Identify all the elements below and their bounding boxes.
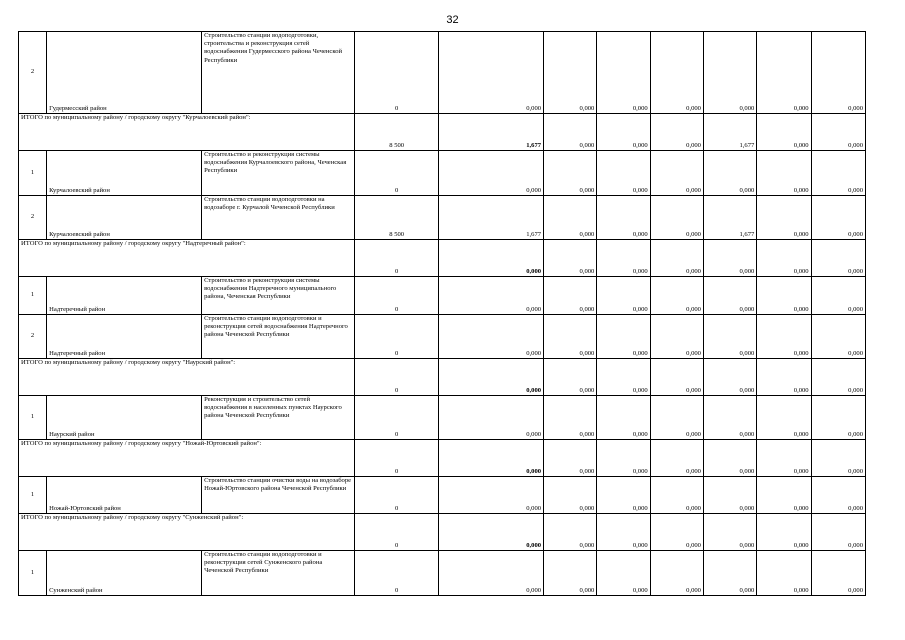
project-name: Строительство станции очистки воды на водозаборе Ножай-Юртовского района Чеченской Республики (202, 477, 355, 514)
total-label: ИТОГО по муниципальному району / городскому округу "Курчалоевский район": (19, 114, 355, 151)
value-cell: 0 (354, 32, 438, 114)
value-cell: 0,000 (703, 151, 756, 196)
district-name: Надтеречный район (47, 315, 202, 359)
value-cell: 0,000 (597, 196, 650, 240)
value-cell: 0,000 (544, 196, 597, 240)
value-cell: 0,000 (811, 240, 865, 277)
value-cell: 0,000 (757, 514, 811, 551)
project-name: Строительство станции водоподготовки и реконструкция сетей водоснабжения Надтеречного района Чеченской Республики (202, 315, 355, 359)
project-name: Реконструкция и строительство сетей водоснабжения в населенных пунктах Наурского района Чеченской Республики (202, 396, 355, 440)
value-cell: 0,000 (544, 32, 597, 114)
row-number: 2 (19, 196, 47, 240)
value-cell: 0,000 (597, 315, 650, 359)
value-cell: 0,000 (439, 551, 544, 596)
value-cell: 0 (354, 315, 438, 359)
value-cell: 0,000 (757, 315, 811, 359)
district-name: Сунженский район (47, 551, 202, 596)
value-cell: 0,000 (757, 396, 811, 440)
value-cell: 0,000 (757, 32, 811, 114)
value-cell: 0 (354, 240, 438, 277)
value-cell: 0,000 (439, 359, 544, 396)
value-cell: 0 (354, 359, 438, 396)
row-number: 1 (19, 277, 47, 315)
value-cell: 0,000 (650, 240, 703, 277)
value-cell: 0,000 (650, 359, 703, 396)
value-cell: 0,000 (439, 32, 544, 114)
value-cell: 0,000 (811, 551, 865, 596)
total-label: ИТОГО по муниципальному району / городскому округу "Наурский район": (19, 359, 355, 396)
value-cell: 0,000 (544, 396, 597, 440)
value-cell: 0,000 (703, 440, 756, 477)
value-cell: 0,000 (650, 114, 703, 151)
water-supply-table (18, 31, 866, 596)
value-cell: 0,000 (544, 477, 597, 514)
value-cell: 0,000 (439, 396, 544, 440)
value-cell: 0,000 (650, 151, 703, 196)
value-cell: 0,000 (811, 514, 865, 551)
value-cell: 0,000 (757, 114, 811, 151)
value-cell: 0,000 (439, 440, 544, 477)
table-row (19, 277, 866, 315)
row-number: 1 (19, 396, 47, 440)
value-cell: 0,000 (811, 151, 865, 196)
value-cell: 0,000 (597, 151, 650, 196)
value-cell: 0,000 (544, 551, 597, 596)
value-cell: 0,000 (757, 359, 811, 396)
value-cell: 0,000 (597, 551, 650, 596)
row-number: 1 (19, 151, 47, 196)
value-cell: 0,000 (757, 477, 811, 514)
table-row (19, 151, 866, 196)
value-cell: 0,000 (544, 514, 597, 551)
value-cell: 8 500 (354, 114, 438, 151)
value-cell: 0,000 (439, 240, 544, 277)
district-name: Наурский район (47, 396, 202, 440)
value-cell: 0,000 (703, 551, 756, 596)
value-cell: 0,000 (811, 114, 865, 151)
value-cell: 0,000 (811, 196, 865, 240)
value-cell: 0,000 (757, 440, 811, 477)
district-name: Гудермесский район (47, 32, 202, 114)
value-cell: 0 (354, 151, 438, 196)
district-name: Надтеречный район (47, 277, 202, 315)
value-cell: 8 500 (354, 196, 438, 240)
value-cell: 0,000 (439, 277, 544, 315)
value-cell: 0,000 (439, 315, 544, 359)
value-cell: 0,000 (597, 240, 650, 277)
value-cell: 0,000 (650, 477, 703, 514)
value-cell: 0,000 (597, 32, 650, 114)
value-cell: 0,000 (544, 359, 597, 396)
value-cell: 0 (354, 477, 438, 514)
table-body (19, 32, 866, 596)
row-number: 1 (19, 477, 47, 514)
row-number: 2 (19, 32, 47, 114)
value-cell: 0 (354, 551, 438, 596)
value-cell: 1,677 (703, 114, 756, 151)
row-number: 2 (19, 315, 47, 359)
value-cell: 0,000 (597, 514, 650, 551)
value-cell: 0,000 (439, 514, 544, 551)
value-cell: 0,000 (757, 151, 811, 196)
value-cell: 0,000 (703, 277, 756, 315)
value-cell: 0,000 (650, 32, 703, 114)
table-row (19, 315, 866, 359)
value-cell: 0,000 (650, 315, 703, 359)
district-name: Ножай-Юртовский район (47, 477, 202, 514)
table-row (19, 551, 866, 596)
value-cell: 0,000 (703, 396, 756, 440)
value-cell: 0,000 (597, 114, 650, 151)
value-cell: 1,677 (439, 196, 544, 240)
value-cell: 0,000 (650, 551, 703, 596)
project-name: Строительство и реконструкция системы водоснабжения Курчалоевского района, Чеченская Республики (202, 151, 355, 196)
value-cell: 0,000 (811, 277, 865, 315)
value-cell: 0,000 (757, 240, 811, 277)
total-label: ИТОГО по муниципальному району / городскому округу "Сунженский район": (19, 514, 355, 551)
value-cell: 0,000 (544, 114, 597, 151)
value-cell: 0,000 (703, 477, 756, 514)
value-cell: 0 (354, 440, 438, 477)
value-cell: 0 (354, 396, 438, 440)
page-number: 32 (446, 14, 459, 26)
table-row (19, 32, 866, 114)
total-row (19, 240, 866, 277)
table-row (19, 196, 866, 240)
value-cell: 0,000 (703, 32, 756, 114)
value-cell: 0,000 (544, 277, 597, 315)
total-row (19, 359, 866, 396)
project-name: Строительство станции водоподготовки на водозаборе г. Курчалой Чеченской Республики (202, 196, 355, 240)
project-name: Строительство станции водоподготовки, строительства и реконструкция сетей водоснабжения Гудермесского района Чеченской Республики (202, 32, 355, 114)
value-cell: 0,000 (757, 196, 811, 240)
value-cell: 0,000 (811, 396, 865, 440)
value-cell: 0,000 (811, 477, 865, 514)
value-cell: 0,000 (597, 359, 650, 396)
district-name: Курчалоевский район (47, 196, 202, 240)
value-cell: 0,000 (650, 196, 703, 240)
value-cell: 0,000 (544, 240, 597, 277)
value-cell: 0,000 (544, 151, 597, 196)
value-cell: 0,000 (544, 440, 597, 477)
value-cell: 0,000 (650, 440, 703, 477)
value-cell: 1,677 (439, 114, 544, 151)
project-name: Строительство и реконструкция системы водоснабжения Надтеречного муниципального района, Чеченская Республики (202, 277, 355, 315)
district-name: Курчалоевский район (47, 151, 202, 196)
total-label: ИТОГО по муниципальному району / городскому округу "Ножай-Юртовский район": (19, 440, 355, 477)
value-cell: 0 (354, 514, 438, 551)
total-row (19, 514, 866, 551)
value-cell: 0,000 (703, 514, 756, 551)
row-number: 1 (19, 551, 47, 596)
value-cell: 0 (354, 277, 438, 315)
value-cell: 0,000 (703, 359, 756, 396)
value-cell: 0,000 (650, 514, 703, 551)
value-cell: 0,000 (703, 315, 756, 359)
project-name: Строительство станции водоподготовки и реконструкция сетей Сунженского района Чеченской Республики (202, 551, 355, 596)
total-row (19, 114, 866, 151)
value-cell: 0,000 (757, 551, 811, 596)
value-cell: 0,000 (439, 477, 544, 514)
value-cell: 0,000 (597, 277, 650, 315)
value-cell: 0,000 (811, 32, 865, 114)
table-row (19, 477, 866, 514)
value-cell: 0,000 (811, 315, 865, 359)
value-cell: 0,000 (597, 440, 650, 477)
value-cell: 0,000 (757, 277, 811, 315)
value-cell: 0,000 (597, 477, 650, 514)
value-cell: 0,000 (597, 396, 650, 440)
value-cell: 0,000 (811, 359, 865, 396)
value-cell: 0,000 (544, 315, 597, 359)
table-row (19, 396, 866, 440)
total-row (19, 440, 866, 477)
total-label: ИТОГО по муниципальному району / городскому округу "Надтеречный район": (19, 240, 355, 277)
value-cell: 1,677 (703, 196, 756, 240)
value-cell: 0,000 (703, 240, 756, 277)
value-cell: 0,000 (439, 151, 544, 196)
value-cell: 0,000 (811, 440, 865, 477)
value-cell: 0,000 (650, 396, 703, 440)
value-cell: 0,000 (650, 277, 703, 315)
